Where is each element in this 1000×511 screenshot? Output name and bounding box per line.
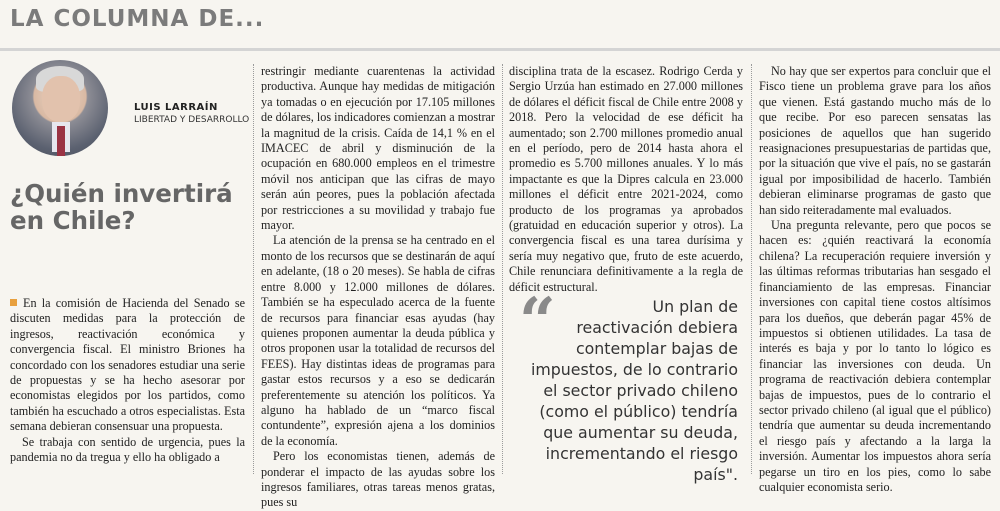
paragraph: La atención de la prensa se ha centrado en el monto de los recursos que se destinarán de aquí en adelante, (18 o 20 meses). Se habla de cifras entre 8.000 y 12.000 millones de dólares. También se ha especulado acerca de la fuente de recursos para financiar esas ayudas (hay quienes proponen aumentar la deuda pública y otros proponen usar la totalidad de recursos del FEES). Hay distintas ideas de programas para gastar estos recursos y a eso se dedicarán preferentemente su atención los políticos. Ya alguno ha hablado de un “marco fiscal contundente”, expresión ajena a los dominios de la economía.: [261, 233, 495, 448]
portrait-tie: [57, 126, 65, 156]
paragraph: Se trabaja con sentido de urgencia, pues la pandemia no da tregua y ello ha obligado a: [10, 434, 245, 465]
paragraph: No hay que ser expertos para concluir que el Fisco tiene un problema grave para los años que vienen. Está gastando mucho más de lo que recibe. Por eso parecen sensatas las posiciones de aquellos que han sugerido reasignaciones presupuestarias de partidas que, por la situación que vive el país, no se gastarán igual por imposibilidad de hacerlo. También debieran eliminarse programas de gasto que han sido reiteradamente mal evaluados.: [759, 64, 991, 217]
author-name: LUIS LARRAÍN: [134, 102, 218, 113]
column-4: [759, 64, 991, 495]
column-divider: [751, 64, 752, 474]
paragraph: Una pregunta relevante, pero que pocos se hacen es: ¿quién reactivará la economía chilena? La recuperación requiere inversión y las últimas reformas tributarias han sesgado el financiamiento de las empresas. Financiar inversiones con capital tiene costos altísimos para los dueños, que deberán pagar 45% de impuestos si obtienen utilidades. La tasa de interés es baja y por lo tanto lo lógico es financiar las inversiones con deuda. Un programa de reactivación debiera contemplar bajas de impuestos, pues de lo contrario el sector privado chileno (al igual que el público) tendría que aumentar su deuda incrementando el riesgo país y afectando a la larga la inversión. Aumentar los impuestos ahora sería pegarse un tiro en los pies, como lo sabe cualquier economista serio.: [759, 218, 991, 494]
author-affiliation: LIBERTAD Y DESARROLLO: [134, 115, 250, 125]
paragraph: disciplina trata de la escasez. Rodrigo Cerda y Sergio Urzúa han estimado en 27.000 millones de dólares el déficit fiscal de Chile entre 2008 y 2018. Pero la velocidad de ese déficit ha aumentado; son 2.700 millones promedio anual en el período, pero de 2014 hasta ahora el promedio es 5.700 millones anuales. Y lo más impactante es que la Dipres calcula en 23.000 millones el déficit entre 2021-2024, como producto de los programas ya aprobados (gratuidad en educación superior y otros). La convergencia fiscal es una tarea durísima y sería muy negativo que, fruto de este acuerdo, Chile renunciara definitivamente a la regla de déficit estructural.: [509, 64, 743, 294]
paragraph: Pero los economistas tienen, además de ponderar el impacto de las ayudas sobre los ingresos familiares, otras tareas menos gratas, pues su: [261, 449, 495, 510]
column-2: [261, 64, 495, 511]
paragraph-lead: [10, 296, 245, 435]
portrait-face: [42, 76, 80, 122]
column-1: [10, 296, 245, 465]
bullet-square-icon: [10, 299, 17, 306]
column-divider: [253, 64, 254, 474]
quote-mark-icon: “: [519, 284, 556, 359]
header-divider: [0, 48, 1000, 51]
column-divider: [502, 64, 503, 474]
article-headline: ¿Quién invertirá en Chile?: [10, 179, 233, 235]
section-title: LA COLUMNA DE...: [10, 6, 265, 32]
column-3: [509, 64, 743, 295]
pull-quote-text: Un plan de reactivación debiera contemplar bajas de impuestos, de lo contrario el sector privado chileno (como el público) tendría que aumentar su deuda, incrementando el riesgo país".: [530, 297, 738, 484]
paragraph-lead-text: En la comisión de Hacienda del Senado se discuten medidas para la protección de ingresos, reactivación económica y convergencia fiscal. El ministro Briones ha concordado con los senadores estudiar una serie de propuestas y se ha hecho asesorar por economistas elegidos por los partidos, como también ha escuchado a otros especialistas. Esta semana debieran consensuar una propuesta.: [10, 296, 245, 434]
author-portrait: [12, 60, 108, 156]
author-block: [10, 60, 255, 170]
paragraph: restringir mediante cuarentenas la actividad productiva. Aunque hay medidas de mitigación ya tomadas o en ejecución por 17.105 millones de dólares, los indicadores comienzan a mostrar la magnitud de la crisis. Caída de 14,1 % en el IMACEC de abril y disminución de la ocupación en 680.000 empleos en el trimestre móvil nos anticipan que las cifras de mayo serán aún peores, pues la población afectada por restricciones a su movilidad y trabajo fue mayor.: [261, 64, 495, 233]
pull-quote: [520, 296, 738, 485]
